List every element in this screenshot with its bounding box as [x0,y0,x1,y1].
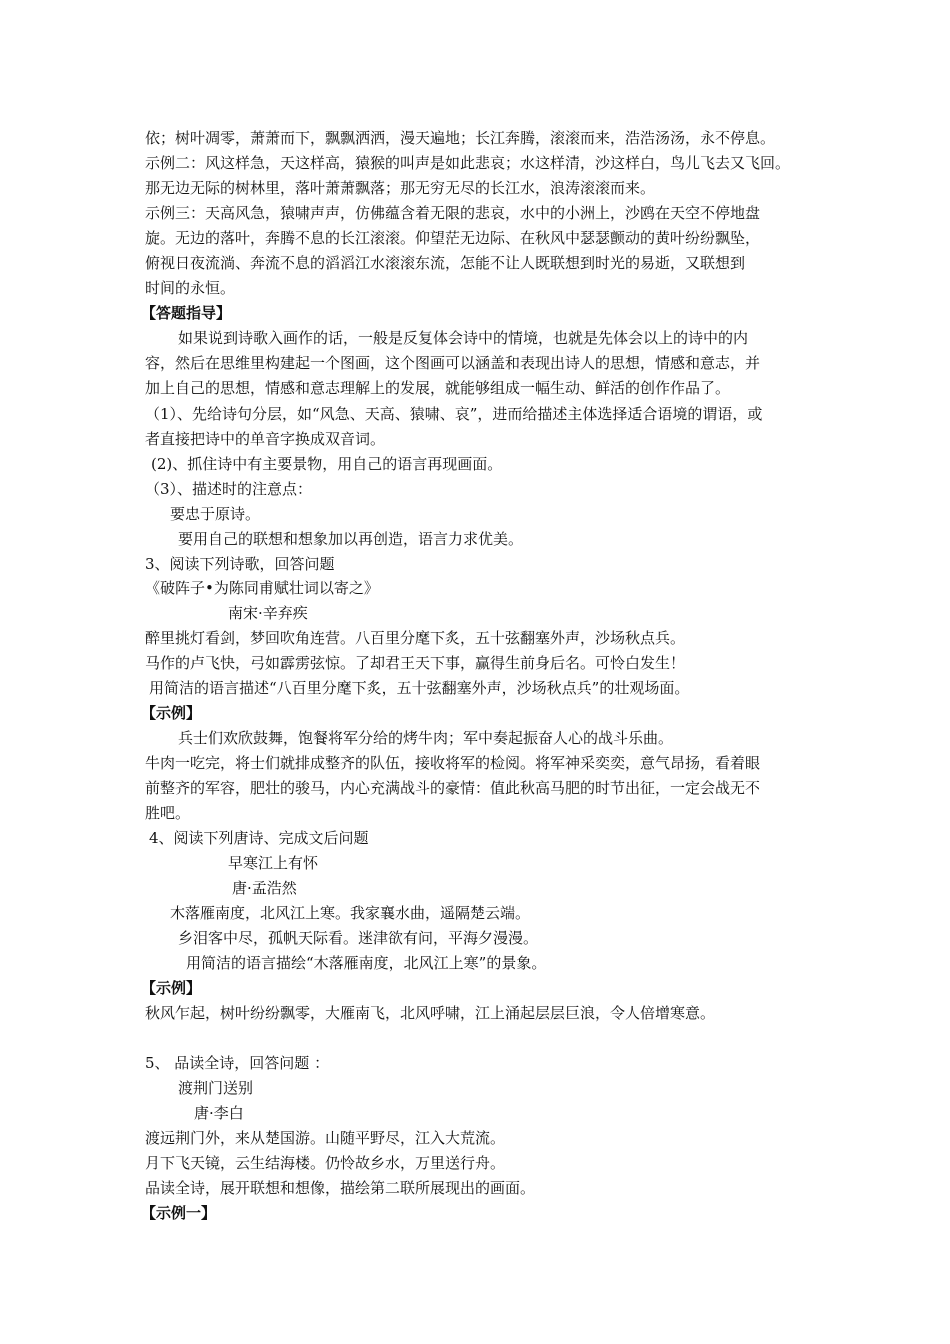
section-heading-example: 【示例】 [141,979,202,997]
text-line: 加上自己的思想，情感和意志理解上的发展，就能够组成一幅生动、鲜活的创作作品了。 [145,379,731,397]
text-line: 俯视日夜流淌、奔流不息的滔滔江水滚滚东流，怎能不让人既联想到时光的易逝，又联想到 [145,254,746,272]
text-line: 要忠于原诗。 [170,505,261,523]
poem-title: 渡荆门送别 [178,1079,254,1097]
poem-line: 马作的卢飞快，弓如霹雳弦惊。了却君王天下事，赢得生前身后名。可怜白发生！ [145,654,686,672]
poem-author: 南宋·辛弃疾 [228,604,308,622]
text-line: （1）、先给诗句分层，如“风急、天高、猿啸、哀”，进而给描述主体选择适合语境的谓语，或 [145,405,763,423]
text-line: 牛肉一吃完，将士们就排成整齐的队伍，接收将军的检阅。将军神采奕奕，意气昂扬，看着眼 [145,754,761,772]
text-line: 那无边无际的树林里，落叶萧萧飘落；那无穷无尽的长江水，浪涛滚滚而来。 [145,179,656,197]
text-line: 兵士们欢欣鼓舞，饱餐将军分给的烤牛肉；军中奏起振奋人心的战斗乐曲。 [178,729,674,747]
text-line: 用简洁的语言描绘“木落雁南度，北风江上寒”的景象。 [186,954,547,972]
text-line: 示例三：天高风急，猿啸声声，仿佛蕴含着无限的悲哀，水中的小洲上，沙鸥在天空不停地盘 [145,204,761,222]
text-line: 用简洁的语言描述“八百里分麾下炙，五十弦翻塞外声，沙场秋点兵”的壮观场面。 [149,679,690,697]
poem-title: 早寒江上有怀 [228,854,319,872]
poem-line: 乡泪客中尽，孤帆天际看。迷津欲有问，平海夕漫漫。 [178,929,539,947]
text-line: 前整齐的军容，肥壮的骏马，内心充满战斗的豪情：值此秋高马肥的时节出征，一定会战无不 [145,779,761,797]
section-heading-example-one: 【示例一】 [141,1204,217,1222]
text-line: 胜吧。 [145,804,191,822]
text-line: 如果说到诗歌入画作的话，一般是反复体会诗中的情境，也就是先体会以上的诗中的内 [178,329,749,347]
text-line: 容，然后在思维里构建起一个图画，这个图画可以涵盖和表现出诗人的思想，情感和意志，并 [145,354,761,372]
poem-title: 《破阵子•为陈同甫赋壮词以寄之》 [145,579,379,597]
text-line: (2)、抓住诗中有主要景物，用自己的语言再现画面。 [151,455,503,473]
text-line: 要用自己的联想和想象加以再创造，语言力求优美。 [178,530,524,548]
section-heading-answer-guide: 【答题指导】 [141,304,232,322]
poem-line: 醉里挑灯看剑，梦回吹角连营。八百里分麾下炙，五十弦翻塞外声，沙场秋点兵。 [145,629,686,647]
poem-line: 木落雁南度，北风江上寒。我家襄水曲，遥隔楚云端。 [170,904,531,922]
poem-author: 唐·李白 [194,1104,244,1122]
question-heading: 5、 品读全诗，回答问题 ： [145,1054,330,1072]
text-line: 者直接把诗中的单音字换成双音词。 [145,430,386,448]
text-line: （3）、描述时的注意点： [145,480,313,498]
text-line: 时间的永恒。 [145,279,236,297]
text-line: 品读全诗，展开联想和想像，描绘第二联所展现出的画面。 [145,1179,536,1197]
text-line: 秋风乍起，树叶纷纷飘零，大雁南飞，北风呼啸，江上涌起层层巨浪，令人倍增寒意。 [145,1004,716,1022]
text-line: 依；树叶凋零，萧萧而下，飘飘洒洒，漫天遍地；长江奔腾，滚滚而来，浩浩汤汤，永不停息。 [145,129,776,147]
section-heading-example: 【示例】 [141,704,202,722]
poem-line: 渡远荆门外，来从楚国游。山随平野尽，江入大荒流。 [145,1129,506,1147]
question-heading: 3、阅读下列诗歌，回答问题 [145,555,335,573]
poem-line: 月下飞天镜，云生结海楼。仍怜故乡水，万里送行舟。 [145,1154,506,1172]
poem-author: 唐·孟浩然 [232,879,297,897]
text-line: 旋。无边的落叶，奔腾不息的长江滚滚。仰望茫无边际、在秋风中瑟瑟颤动的黄叶纷纷飘坠， [145,229,761,247]
text-line: 示例二：风这样急，天这样高，猿猴的叫声是如此悲哀；水这样清，沙这样白，鸟儿飞去又飞回。 [145,154,791,172]
question-heading: 4、阅读下列唐诗、完成文后问题 [149,829,369,847]
